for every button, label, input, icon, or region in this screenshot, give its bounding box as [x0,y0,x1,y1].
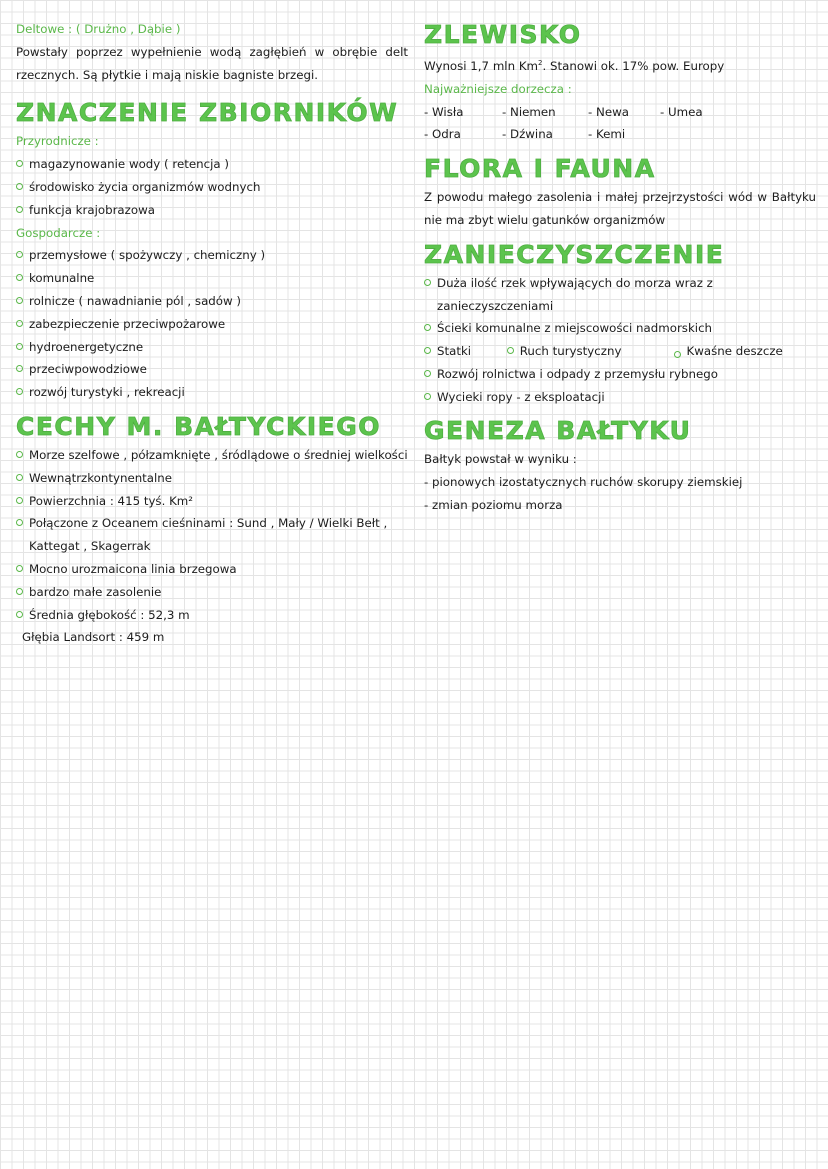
list-item: Mocno urozmaicona linia brzegowa [16,558,408,581]
kwasne-item [674,344,783,358]
list-item: bardzo małe zasolenie [16,581,408,604]
rivers-list [424,101,816,147]
right-column [424,18,816,517]
list-item: środowisko życia organizmów wodnych [16,176,408,199]
dorzecza-label: Najważniejsze dorzecza : [424,81,572,96]
znaczenie-heading: ZNACZENIE ZBIORNIKÓW [16,98,399,128]
cechy-list [16,444,408,626]
geneza-list [424,471,816,517]
zlewisko-text-post: . Stanowi ok. 17% pow. Europy [542,58,725,73]
zlewisko-heading: ZLEWISKO [424,20,582,49]
river-item: - Kemi [588,127,626,142]
list-item: przeciwpowodziowe [16,358,408,381]
river-item: - Newa [588,104,629,119]
ruch-label: Ruch turystyczny [519,344,622,359]
deltowe-text: Powstały poprzez wypełnienie wodą zagłębień w obrębie delt rzecznych. Są płytkie i mają niskie bagniste brzegi. [16,44,408,82]
deltowe-title: Deltowe : ( Drużno , Dąbie ) [16,22,181,36]
cechy-heading: CECHY M. BAŁTYCKIEGO [16,411,382,441]
flora-text: Z powodu małego zasolenia i małej przejrzystości wód w Bałtyku nie ma zbyt wielu gatunków organizmów [424,190,816,227]
river-item: - Umea [660,104,703,119]
ruch-item [507,340,670,363]
zanieczyszczenie-list [424,272,816,409]
list-item: Duża ilość rzek wpływających do morza wraz z zanieczyszczeniami [424,272,816,318]
statki-label: Statki [437,344,472,359]
river-item: - Odra [424,127,461,142]
list-item: Wewnątrzkontynentalne [16,467,408,490]
river-item: - Niemen [502,104,556,119]
list-item: Średnia głębokość : 52,3 m [16,604,408,627]
zlewisko-text-sup: 2 [538,59,543,67]
kwasne-label: Kwaśne deszcze [686,344,783,359]
geneza-intro: Bałtyk powstał w wyniku : [424,452,577,467]
river-item: - Dźwina [502,127,553,142]
flora-heading: FLORA I FAUNA [424,154,656,184]
list-item: Morze szelfowe , półzamknięte , śródlądowe o średniej wielkości [16,444,408,467]
glebia-landsort: Głębia Landsort : 459 m [22,630,165,645]
bullet-icon [507,347,514,354]
list-item: Powierzchnia : 415 tyś. Km² [16,490,408,513]
zlewisko-text-pre: Wynosi 1,7 mln Km [424,58,539,73]
list-item: komunalne [16,267,408,290]
list-item [424,340,816,363]
list-item: rolnicze ( nawadnianie pól , sadów ) [16,290,408,313]
list-item: rozwój turystyki , rekreacji [16,381,408,404]
gospodarcze-list [16,244,408,404]
list-item: Rozwój rolnictwa i odpady z przemysłu rybnego [424,363,816,386]
list-item: - zmian poziomu morza [424,498,563,513]
gospodarcze-label: Gospodarcze : [16,225,101,240]
zanieczyszczenie-heading: ZANIECZYSZCZENIE [424,239,725,269]
list-item: - pionowych izostatycznych ruchów skorupy ziemskiej [424,475,743,490]
list-item: Połączone z Oceanem cieśninami : Sund , Mały / Wielki Bełt , Kattegat , Skagerrak [16,512,408,558]
geneza-heading: GENEZA BAŁTYKU [424,416,692,446]
bullet-icon [674,351,681,358]
przyrodnicze-list [16,153,408,221]
river-item: - Wisła [424,104,464,119]
list-item: hydroenergetyczne [16,336,408,359]
zlewisko-text [424,52,816,78]
list-item: funkcja krajobrazowa [16,199,408,222]
list-item: Wycieki ropy - z eksploatacji [424,386,816,409]
list-item: przemysłowe ( spożywczy , chemiczny ) [16,244,408,267]
list-item: zabezpieczenie przeciwpożarowe [16,313,408,336]
list-item: Ścieki komunalne z miejscowości nadmorskich [424,317,816,340]
przyrodnicze-label: Przyrodnicze : [16,134,99,149]
list-item: magazynowanie wody ( retencja ) [16,153,408,176]
left-column [16,18,408,649]
